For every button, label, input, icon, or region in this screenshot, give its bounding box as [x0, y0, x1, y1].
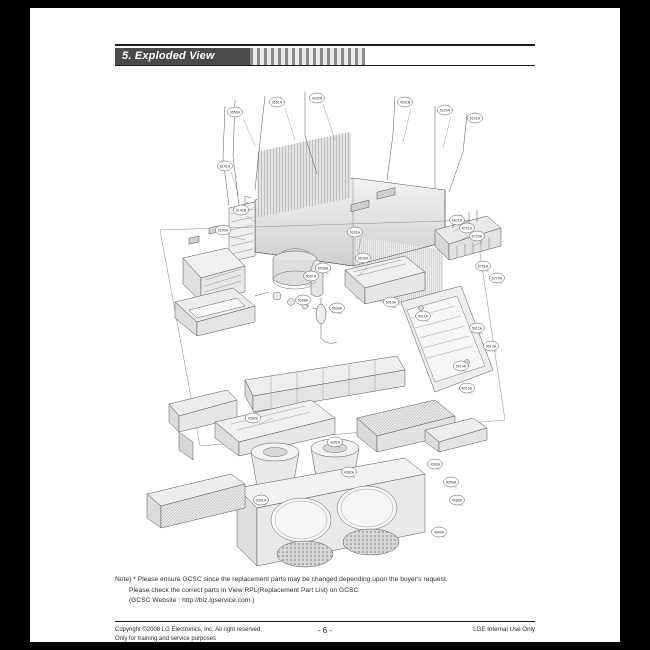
diagram-callout	[398, 97, 413, 107]
header-rule-top	[115, 44, 535, 46]
callout-label: 4282A	[343, 470, 355, 475]
note-line-3: (GCSC Website : http://biz.lgservice.com.)	[129, 597, 255, 605]
callout-label: 6711A	[461, 226, 473, 231]
diagram-callout	[218, 161, 233, 171]
callout-label: 5220A	[439, 108, 451, 113]
callout-label: 5014A	[455, 364, 467, 369]
callout-label: 4280A	[247, 416, 259, 421]
diagram-callout	[460, 383, 475, 393]
callout-label: 5009A	[331, 306, 343, 311]
diagram-callout	[216, 225, 231, 235]
diagram-callout	[416, 311, 431, 321]
diagram-callout	[438, 105, 453, 115]
callout-label: 6751A	[477, 264, 489, 269]
callout-label: 5010A	[385, 300, 397, 305]
note-line-1: Note) * Please ensure GCSC since the replacement parts may be changed depending upon the buyer's request.	[115, 576, 448, 583]
document-page	[30, 8, 620, 642]
callout-label: 6141A	[219, 164, 231, 169]
callout-label: 5008A	[297, 298, 309, 303]
diagram-callout	[330, 303, 345, 313]
footer-rule	[115, 621, 535, 622]
callout-label: 6630A	[357, 256, 369, 261]
callout-label: 4900A	[433, 530, 445, 535]
diagram-callout	[342, 467, 357, 477]
callout-label: 6200A	[217, 228, 229, 233]
page-number: - 6 -	[317, 626, 333, 635]
page-header	[115, 44, 535, 66]
diagram-callout	[468, 113, 483, 123]
copyright-line-1: Copyright ©2008 LG Electronics. Inc. All right reserved.	[115, 627, 262, 633]
callout-label: 4284A	[445, 480, 457, 485]
section-title: 5. Exploded View	[115, 48, 250, 65]
callout-label: 6750A	[471, 234, 483, 239]
header-hatch-decoration	[250, 48, 365, 65]
diagram-callout	[384, 297, 399, 307]
callout-label: 4930A	[311, 96, 323, 101]
diagram-callout	[356, 253, 371, 263]
diagram-callout	[328, 437, 343, 447]
diagram-callout	[470, 231, 485, 241]
diagram-callout	[316, 263, 331, 273]
diagram-callout	[444, 477, 459, 487]
note-line-2: Please check the correct parts in View RPL(Replacement Part List) on GCSC	[129, 586, 359, 594]
callout-label: 4283A	[429, 462, 441, 467]
diagram-callout	[490, 273, 505, 283]
diagram-callout	[304, 271, 319, 281]
callout-label: 5221A	[469, 116, 481, 121]
callout-label: 5011A	[417, 314, 429, 319]
copyright-line-2: Only for training and service purposes	[115, 636, 217, 642]
exploded-view-diagram	[105, 70, 545, 570]
diagram-callout	[484, 341, 499, 351]
callout-label: 5006A	[317, 266, 329, 271]
callout-label: 5012A	[471, 326, 483, 331]
callout-label: 5007A	[305, 274, 317, 279]
callout-label: 3551A	[271, 100, 283, 105]
diagram-callout	[254, 495, 269, 505]
diagram-callout	[228, 107, 243, 117]
callout-label: 4931B	[399, 100, 411, 105]
diagram-callout	[460, 223, 475, 233]
page-footer	[115, 624, 535, 642]
callout-label: 6770A	[491, 276, 503, 281]
diagram-callout	[296, 295, 311, 305]
callout-label: 4281A	[329, 440, 341, 445]
confidentiality-notice: LGE Internal Use Only	[473, 626, 535, 633]
callout-label: 4285A	[451, 498, 463, 503]
callout-label: 5013A	[485, 344, 497, 349]
diagram-callout	[450, 215, 465, 225]
diagram-callout	[234, 205, 249, 215]
diagram-callout	[454, 361, 469, 371]
callout-label: 3550A	[229, 110, 241, 115]
header-rule-bottom	[115, 65, 535, 66]
diagram-callout	[450, 495, 465, 505]
callout-label: 6201A	[349, 230, 361, 235]
diagram-callout	[310, 93, 325, 103]
diagram-callout	[428, 459, 443, 469]
callout-label: 4901A	[255, 498, 267, 503]
callout-label: 5015A	[461, 386, 473, 391]
callout-label: 6142B	[235, 208, 247, 213]
diagram-callout	[476, 261, 491, 271]
diagram-callout	[432, 527, 447, 537]
callout-label: 6631B	[451, 218, 463, 223]
diagram-callout	[348, 227, 363, 237]
diagram-callout	[470, 323, 485, 333]
diagram-callout	[246, 413, 261, 423]
notes-block	[115, 575, 545, 607]
diagram-callout	[270, 97, 285, 107]
